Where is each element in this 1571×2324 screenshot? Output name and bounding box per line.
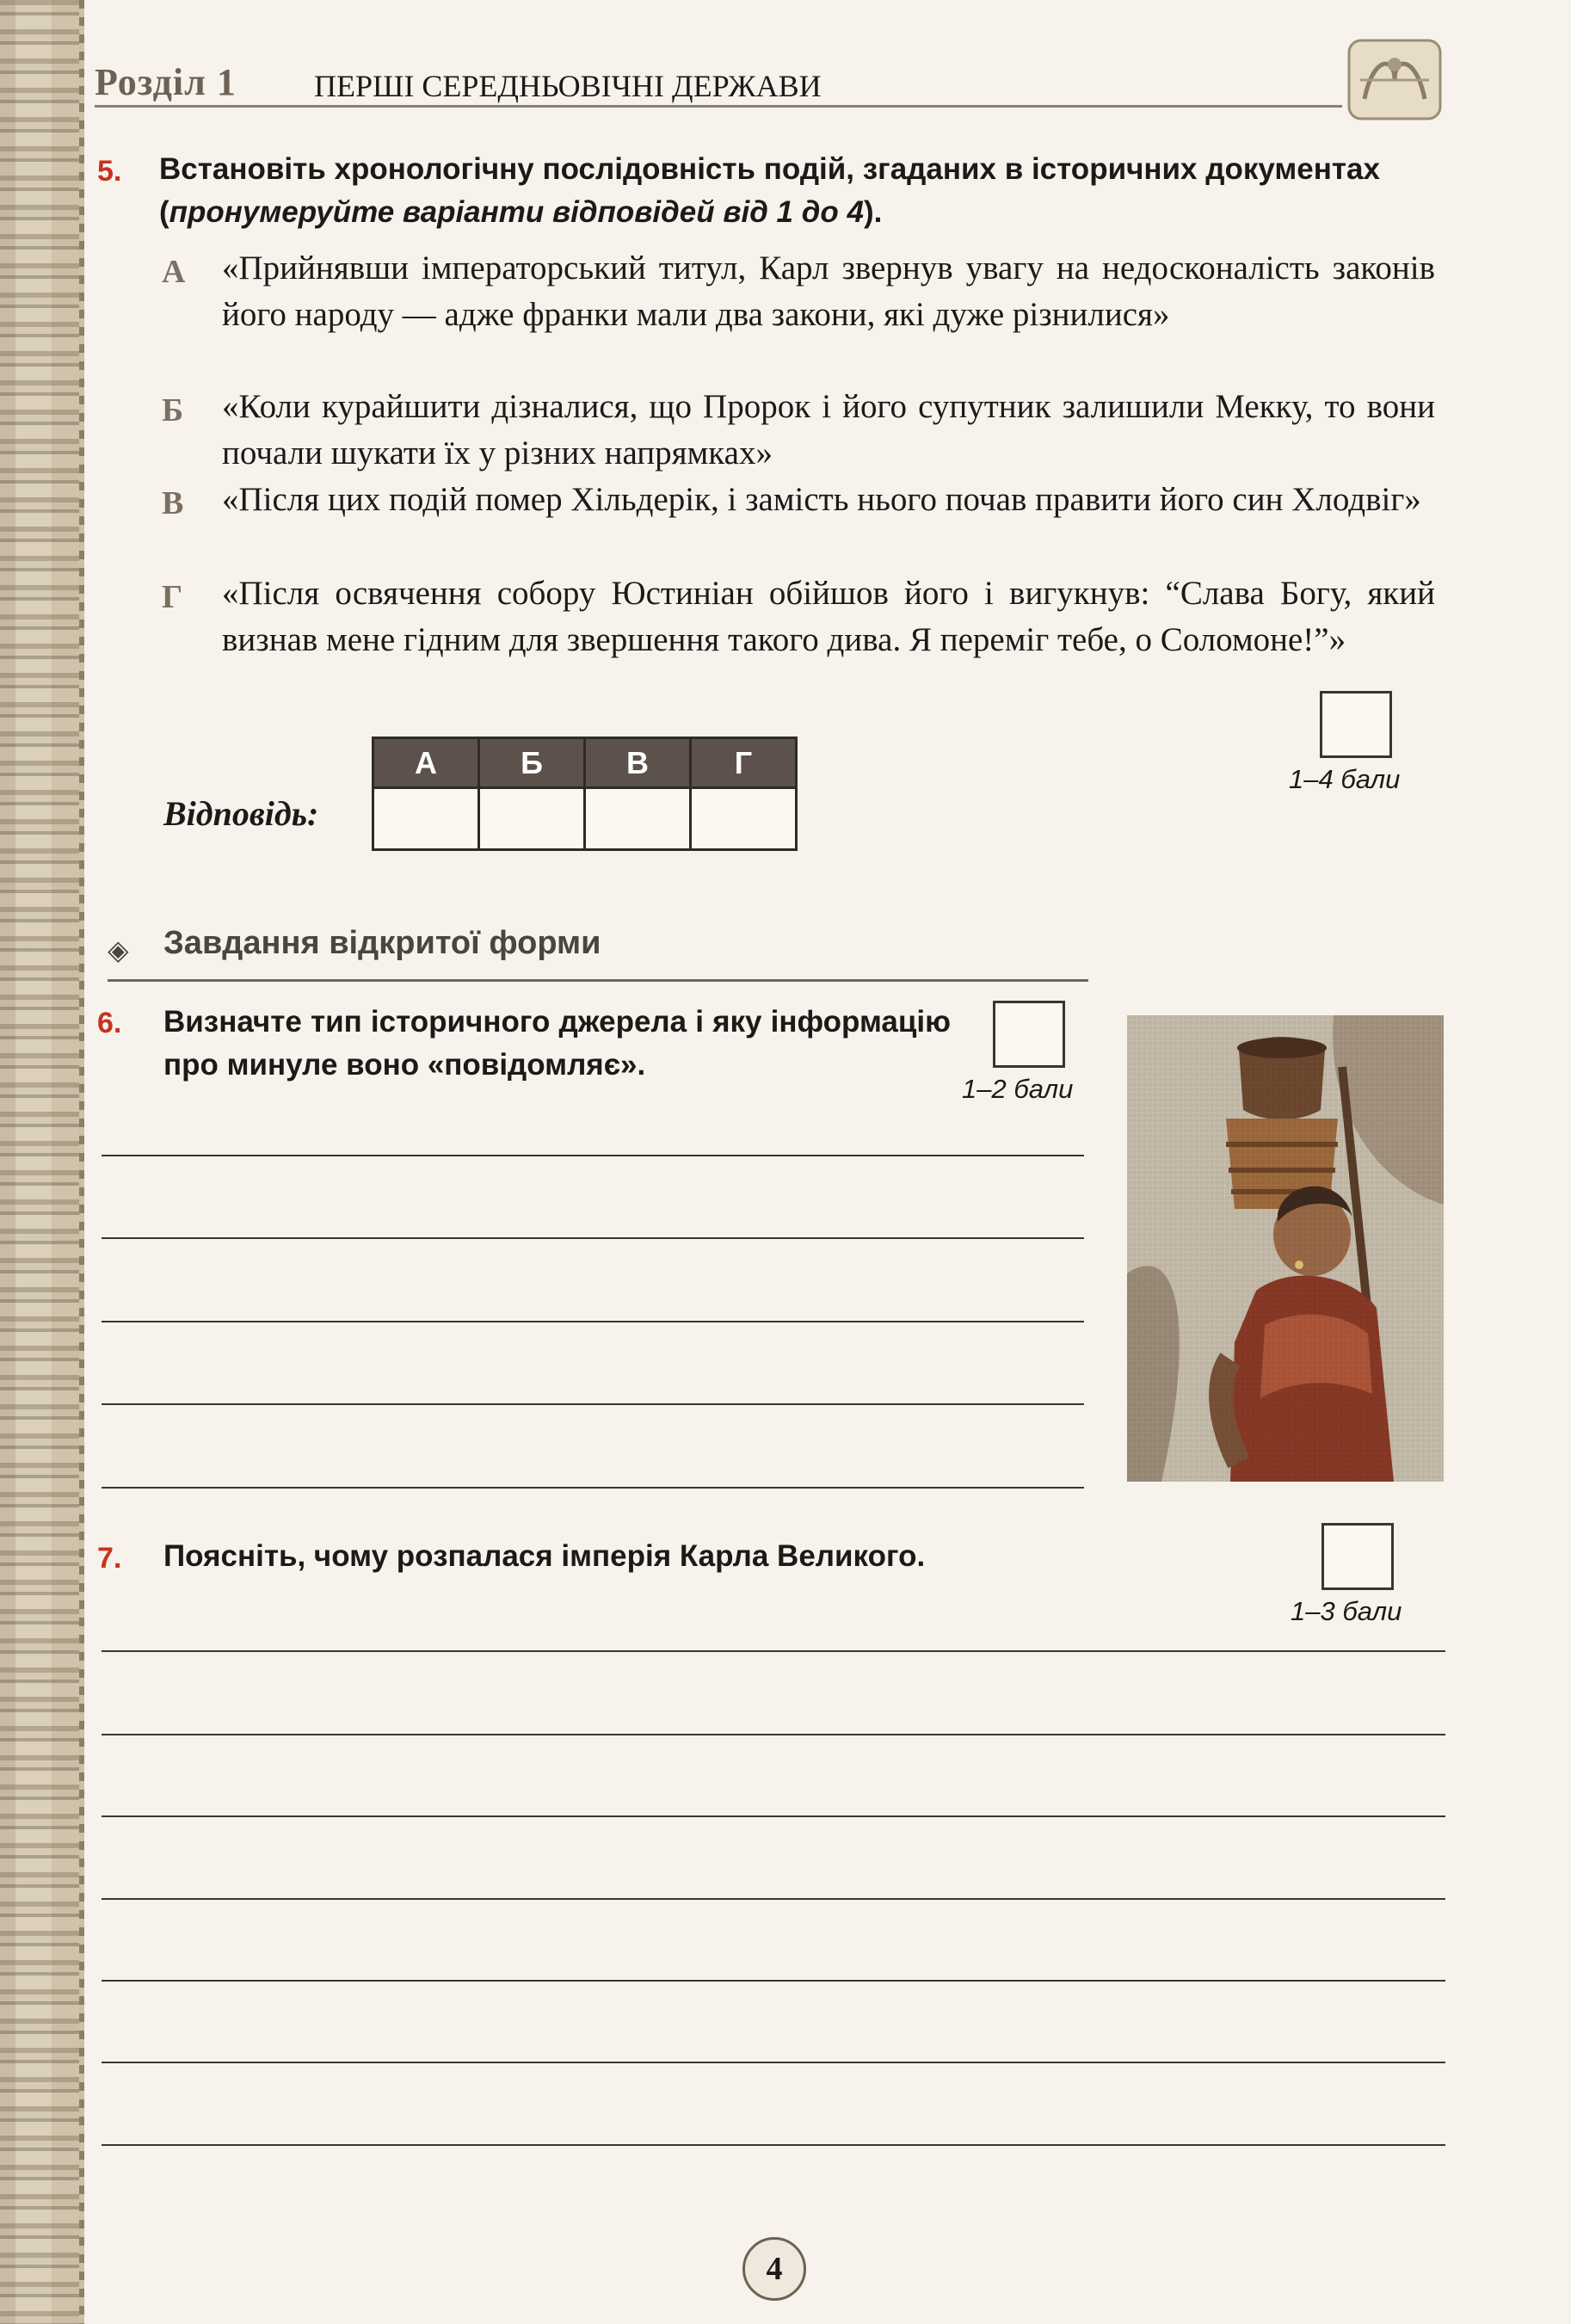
option-b-text: «Коли курайшити дізналися, що Пророк і його супутник залишили Мекку, то вони почали шукати їх у різних напрямках»: [222, 388, 1435, 472]
page-number: 4: [742, 2237, 806, 2301]
option-d-text: «Після освячення собору Юстиніан обійшов його і вигукнув: “Слава Богу, який визнав мене гідним для звершення такого дива. Я переміг тебе, о Соломоне!”»: [222, 575, 1435, 658]
mosaic-image: [1127, 1015, 1444, 1482]
task-7-answer-line-7[interactable]: [102, 2144, 1445, 2146]
task-7-answer-line-4[interactable]: [102, 1898, 1445, 1900]
task-6-answer-line-4[interactable]: [102, 1403, 1084, 1405]
answer-cell-c[interactable]: [585, 788, 691, 850]
answer-table-input-row: [373, 788, 797, 850]
task-6-answer-line-2[interactable]: [102, 1237, 1084, 1239]
answer-cell-b[interactable]: [479, 788, 585, 850]
option-c-letter: В: [162, 485, 184, 521]
task-7-prompt: Поясніть, чому розпалася імперія Карла Великого.: [163, 1539, 926, 1573]
open-tasks-rule: [108, 979, 1088, 982]
answer-table: [372, 737, 798, 851]
task-7-answer-line-1[interactable]: [102, 1650, 1445, 1652]
task-7-answer-line-2[interactable]: [102, 1734, 1445, 1735]
task-7-answer-line-6[interactable]: [102, 2062, 1445, 2063]
section-title: ПЕРШІ СЕРЕДНЬОВІЧНІ ДЕРЖАВИ: [314, 69, 822, 103]
task-6-score-box[interactable]: [993, 1001, 1065, 1068]
option-b-letter: Б: [162, 392, 184, 428]
option-c-text: «Після цих подій помер Хільдерік, і замість нього почав правити його син Хлодвіг»: [222, 481, 1421, 518]
task-5-score-label: 1–4 бали: [1289, 764, 1401, 794]
task-6-prompt: Визначте тип історичного джерела і яку інформацію про минуле воно «повідомляє».: [163, 1005, 951, 1082]
answer-header-b: Б: [479, 738, 585, 788]
answer-cell-a[interactable]: [373, 788, 479, 850]
task-5-number: 5.: [97, 155, 122, 188]
answer-label: Відповідь:: [163, 794, 319, 833]
diamond-bullet-icon: ◈: [108, 934, 129, 965]
answer-cell-d[interactable]: [691, 788, 797, 850]
task-6-answer-line-3[interactable]: [102, 1321, 1084, 1322]
header-rule: [95, 105, 1342, 108]
answer-header-c: В: [585, 738, 691, 788]
open-tasks-title: Завдання відкритої форми: [163, 925, 601, 961]
task-5-score-box[interactable]: [1320, 691, 1392, 758]
option-a-letter: А: [162, 254, 186, 290]
answer-table-header-row: [373, 738, 797, 788]
task-6-answer-line-1[interactable]: [102, 1155, 1084, 1156]
answer-header-d: Г: [691, 738, 797, 788]
section-label: Розділ 1: [95, 61, 237, 103]
answer-header-a: А: [373, 738, 479, 788]
option-a-text: «Прийнявши імператорський титул, Карл звернув увагу на недосконалість законів його народу — адже франки мали два закони, які дуже різнилися»: [222, 250, 1435, 333]
task-5-prompt-italic: пронумеруйте варіанти відповідей від 1 до 4: [169, 195, 864, 229]
task-6-answer-line-5[interactable]: [102, 1487, 1084, 1489]
task-5-prompt: [159, 148, 1437, 234]
task-6-number: 6.: [97, 1007, 122, 1039]
page-header: [95, 60, 1411, 112]
task-5-prompt-text: Встановіть хронологічну послідовність подій, згаданих в історичних документах (: [159, 152, 1380, 229]
task-6-score-label: 1–2 бали: [962, 1074, 1074, 1104]
task-7-answer-line-3[interactable]: [102, 1815, 1445, 1817]
left-ornamental-border: [0, 0, 79, 2324]
corner-ornament-icon: [1347, 39, 1442, 120]
task-7-answer-line-5[interactable]: [102, 1980, 1445, 1982]
task-5-prompt-end: ).: [863, 195, 883, 229]
task-7-number: 7.: [97, 1542, 122, 1575]
task-7-score-label: 1–3 бали: [1291, 1596, 1402, 1626]
task-7-score-box[interactable]: [1321, 1523, 1394, 1590]
option-d-letter: Г: [162, 579, 183, 615]
